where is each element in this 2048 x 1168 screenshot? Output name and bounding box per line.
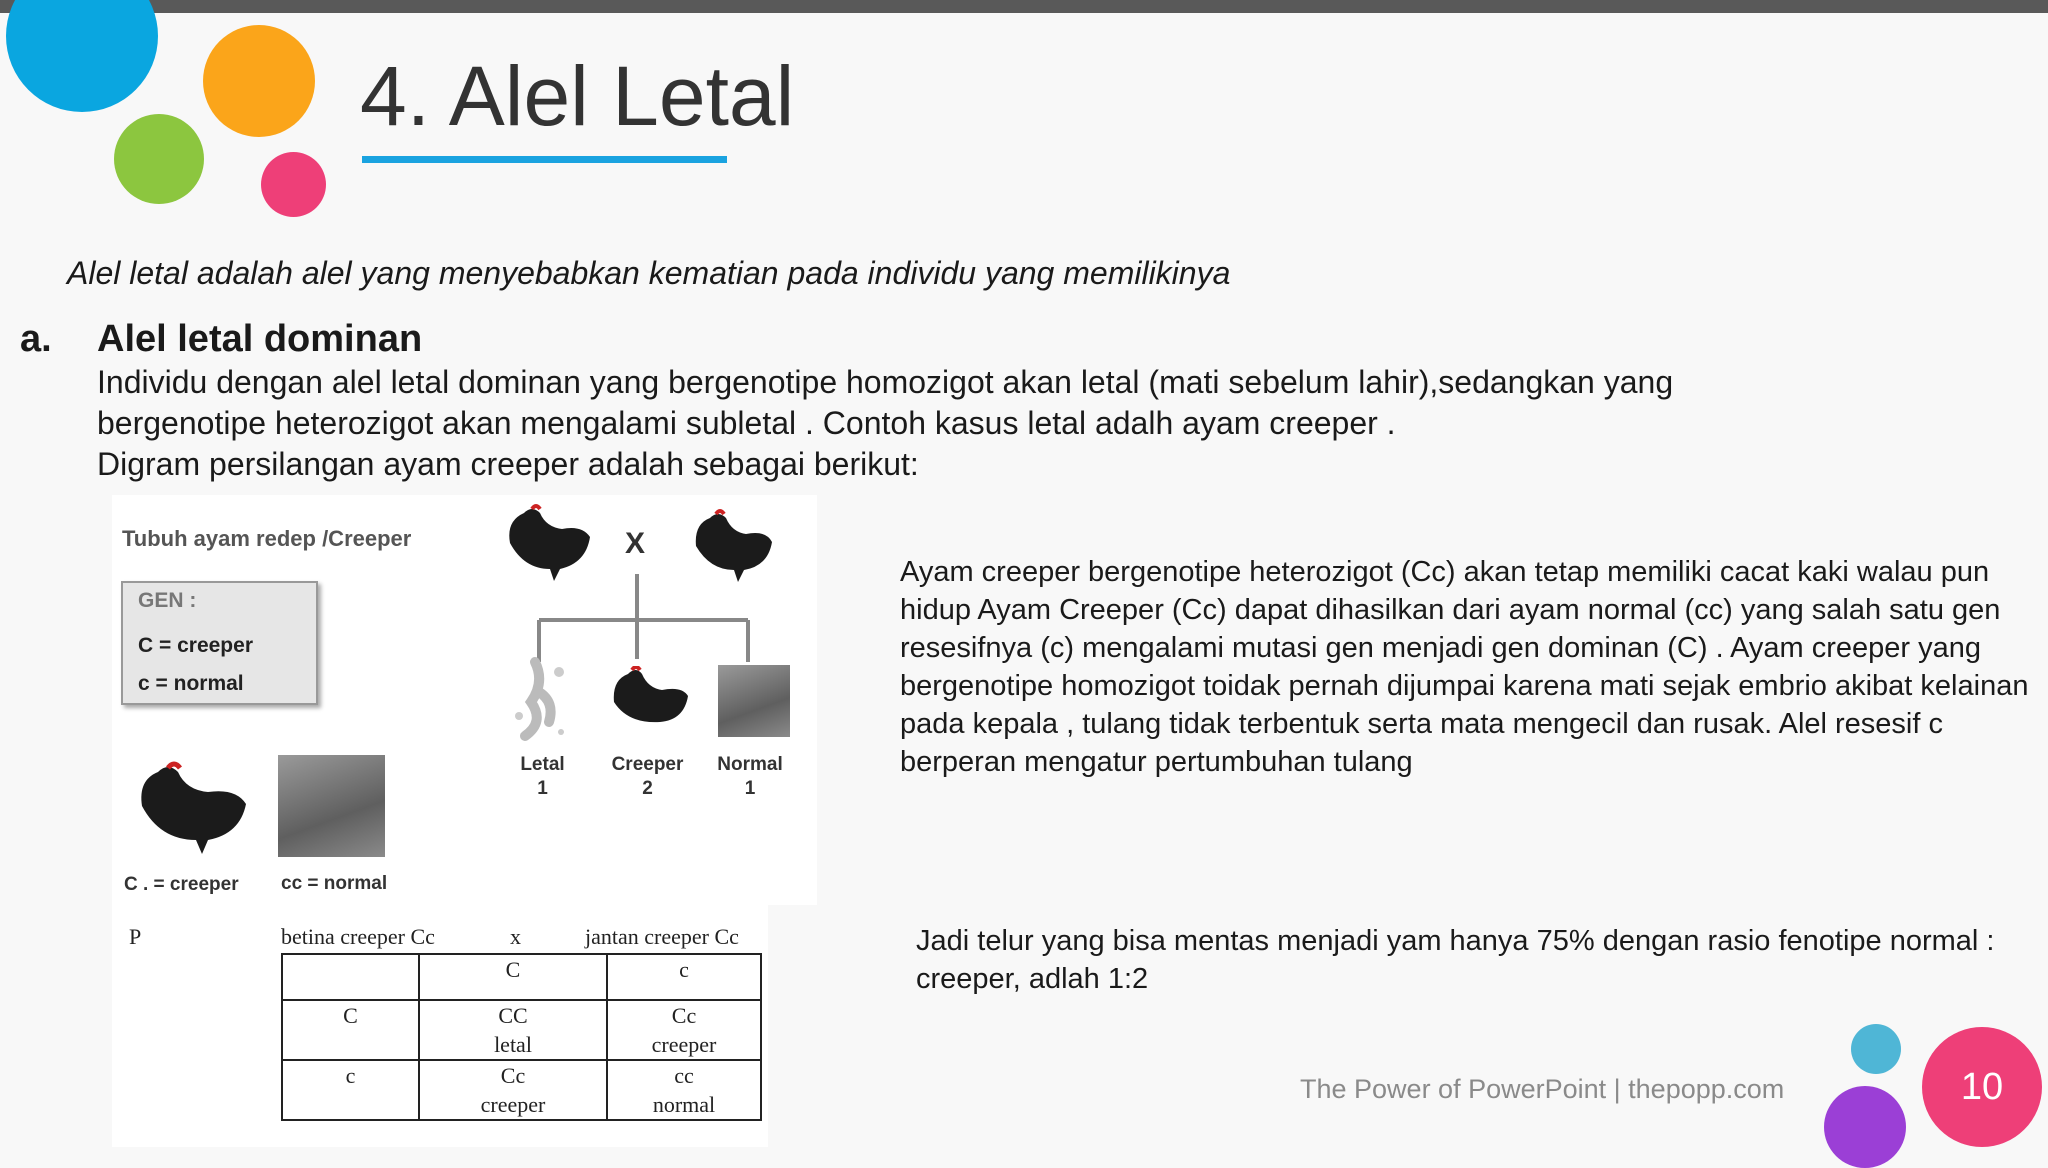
cross-symbol: X — [625, 527, 646, 560]
parent-male: jantan creeper Cc — [585, 924, 739, 949]
offspring-letal-count: 1 — [537, 778, 548, 799]
decor-circle-green — [114, 114, 204, 204]
decor-circle-blue — [6, 0, 158, 112]
offspring-creeper-count: 2 — [642, 778, 653, 799]
cross-lines — [530, 574, 760, 664]
gen-line-creeper: C = creeper — [138, 634, 253, 657]
explanation-text: Ayam creeper bergenotipe heterozigot (Cc) akan tetap memiliki cacat kaki walau pun hidup Ayam Creeper (Cc) dapat dihasilkan dari ayam normal (cc) yang salah satu gen resesifnya (c) mengalami mutasi gen menjadi gen dominan (C) . Ayam creeper yang bergenotipe homozigot toidak pernah dijumpai karena mati sejak embrio akibat kelainan pada kepala , tulang tidak terbentuk serta mata mengecil dan rusak. Alel resesif c berperan mengatur pertumbuhan tulang — [900, 556, 2029, 778]
punnett-header-c: c — [607, 954, 761, 1000]
offspring-letal-image — [505, 652, 575, 742]
punnett-header-C: C — [419, 954, 607, 1000]
normal-chicken-photo — [278, 755, 385, 857]
gen-label: GEN : — [138, 589, 197, 612]
figure-heading: Tubuh ayam redep /Creeper — [122, 526, 412, 551]
paragraph-line-2: bergenotipe heterozigot akan mengalami subletal . Contoh kasus letal adalh ayam creeper . — [97, 405, 1396, 441]
section-letter: a. — [20, 318, 52, 360]
decor-circle-pink — [261, 152, 326, 217]
decor-circle-purple — [1824, 1086, 1906, 1168]
offspring-creeper-image — [608, 666, 692, 736]
gen-line-normal: c = normal — [138, 672, 244, 695]
punnett-corner — [282, 954, 419, 1000]
decor-circle-orange — [203, 25, 315, 137]
parent-cross-symbol: x — [510, 924, 521, 949]
offspring-letal-label: Letal — [520, 754, 565, 775]
title-underline — [362, 156, 727, 163]
punnett-cell-cc: cc normal — [607, 1060, 761, 1120]
section-title: Alel letal dominan — [97, 318, 423, 360]
creeper-chicken-image — [132, 760, 252, 858]
paragraph-line-3: Digram persilangan ayam creeper adalah sebagai berikut: — [97, 446, 919, 482]
offspring-normal-label: Normal — [717, 754, 783, 775]
top-bar — [0, 0, 2048, 13]
slide-title: 4. Alel Letal — [360, 49, 795, 143]
paragraph-line-1: Individu dengan alel letal dominan yang bergenotipe homozigot akan letal (mati sebelum lahir),sedangkan yang — [97, 364, 1674, 400]
caption-creeper: C . = creeper — [124, 874, 239, 895]
punnett-cell-CC: CC letal — [419, 1000, 607, 1060]
parent-generation-label: P — [129, 924, 142, 949]
parent-chicken-left — [502, 503, 594, 585]
punnett-cell-Cc: Cc creeper — [607, 1000, 761, 1060]
decor-circle-teal — [1851, 1024, 1901, 1074]
punnett-cell-Cc: Cc creeper — [419, 1060, 607, 1120]
punnett-square — [281, 953, 762, 1121]
punnett-header-row — [282, 954, 761, 1000]
punnett-row-label-C: C — [282, 1000, 419, 1060]
offspring-normal-count: 1 — [744, 778, 756, 799]
punnett-row — [282, 1060, 761, 1120]
punnett-row-label-c: c — [282, 1060, 419, 1120]
offspring-creeper-label: Creeper — [611, 754, 684, 775]
conclusion-text: Jadi telur yang bisa mentas menjadi yam hanya 75% dengan rasio fenotipe normal : creeper, adlah 1:2 — [916, 925, 1995, 995]
offspring-normal-photo — [718, 665, 790, 737]
intro-text: Alel letal adalah alel yang menyebabkan kematian pada individu yang memilikinya — [67, 255, 1231, 291]
caption-normal: cc = normal — [281, 873, 388, 894]
parent-female: betina creeper Cc — [281, 924, 435, 949]
punnett-row — [282, 1000, 761, 1060]
footer-text: The Power of PowerPoint | thepopp.com — [1300, 1074, 1785, 1104]
page-number-badge: 10 — [1922, 1027, 2042, 1147]
